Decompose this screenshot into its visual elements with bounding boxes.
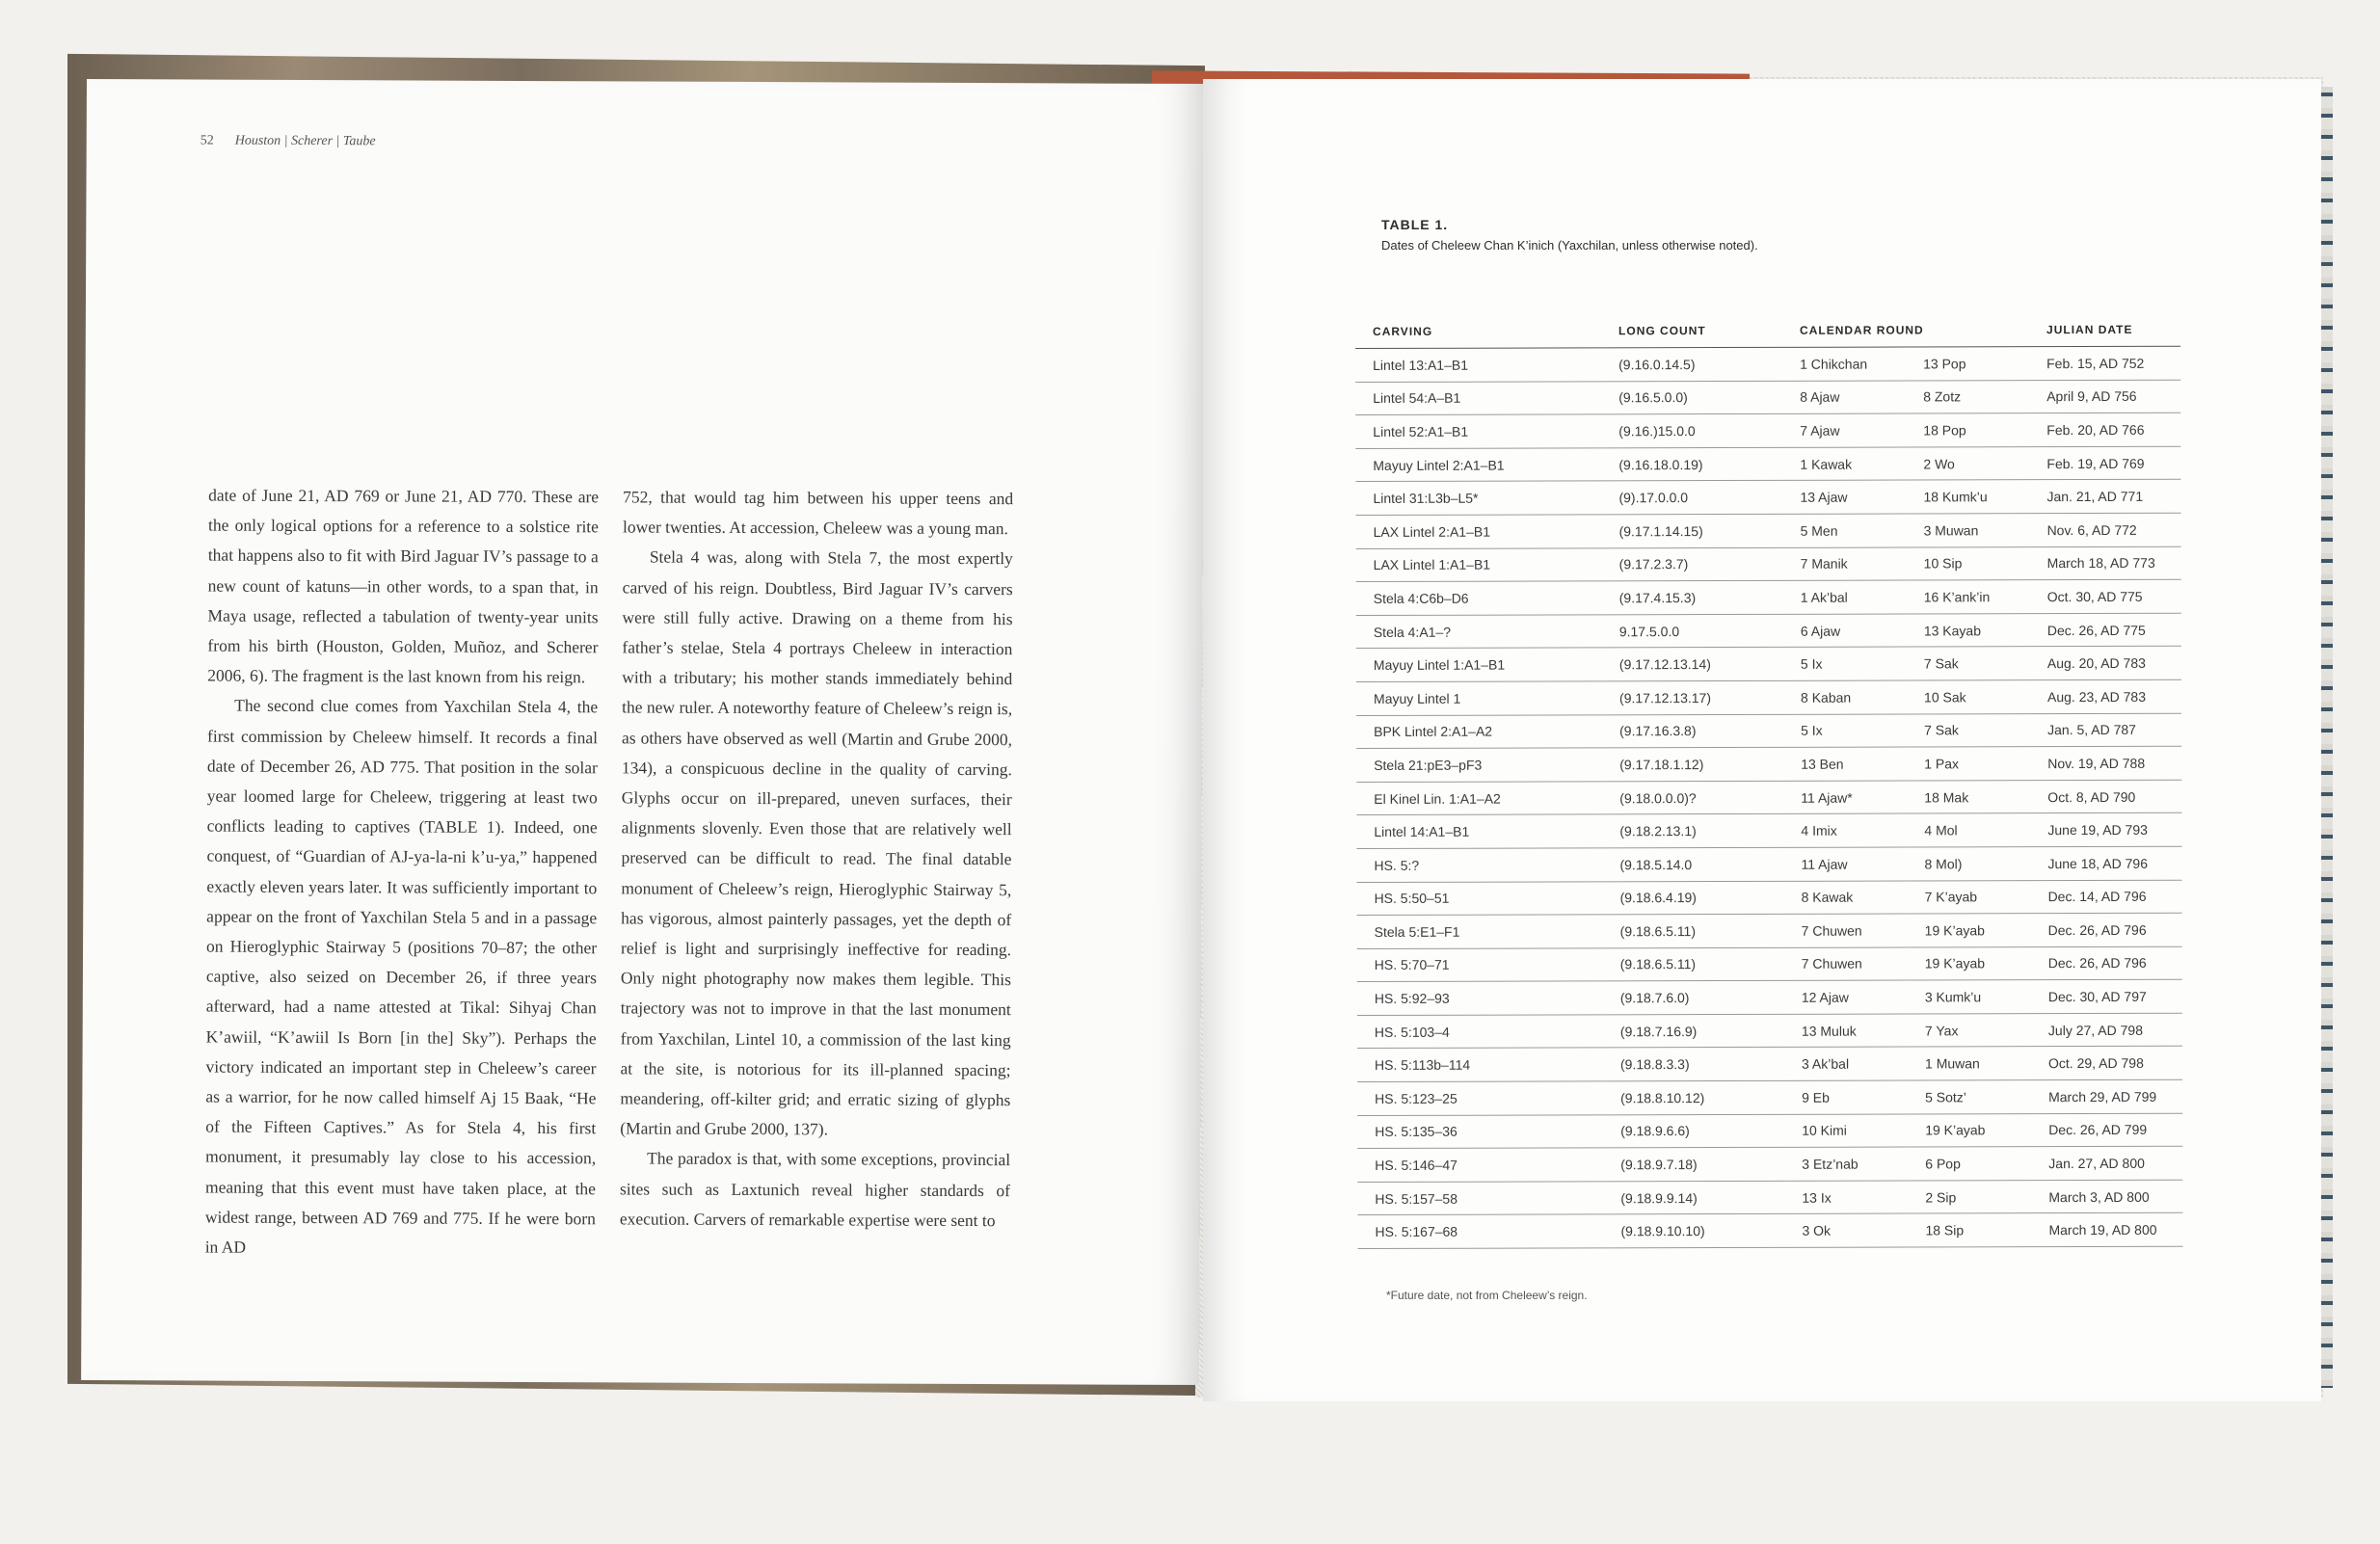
calendar-month-cell: 18 Kumk’u [1906,480,2029,514]
table-row [1357,880,2182,916]
long-count-cell: (9.18.9.10.10) [1603,1214,1784,1248]
header-carving: CARVING [1355,324,1601,348]
long-count-cell: (9.18.6.5.11) [1603,947,1784,981]
calendar-month-cell: 7 Yax [1908,1014,2031,1048]
carving-cell: Mayuy Lintel 1 [1356,681,1602,715]
column-2-paragraph: 752, that would tag him between his upper teens and lower twenties. At accession, Cheleew was a young man. [622,487,1014,539]
table-row [1355,413,2180,448]
table-row [1355,346,2180,382]
table-row [1357,913,2182,948]
carving-cell: Lintel 13:A1–B1 [1355,348,1601,382]
calendar-day-cell: 7 Chuwen [1784,947,1908,981]
carving-cell: HS. 5:? [1356,848,1602,882]
carving-cell: Stela 4:C6b–D6 [1356,581,1602,615]
julian-date-cell: Oct. 8, AD 790 [2030,780,2181,813]
table-row [1357,980,2182,1016]
calendar-day-cell: 1 Ak’bal [1783,580,1907,614]
table-row [1355,480,2180,516]
calendar-day-cell: 13 Ben [1783,747,1907,781]
long-count-cell: (9.17.4.15.3) [1602,580,1783,614]
long-count-cell: 9.17.5.0.0 [1602,614,1783,648]
carving-cell: HS. 5:113b–114 [1357,1048,1603,1081]
long-count-cell: (9.16.5.0.0) [1601,381,1782,414]
long-count-cell: (9.18.8.10.12) [1603,1080,1784,1114]
column-2-paragraph: The paradox is that, with some exceptions, provincial sites such as Laxtunich reveal higher standards of execution. Carvers of remarkable expertise were sent to [619,1149,1011,1230]
page-number: 52 [200,133,214,148]
long-count-cell: (9.16.)15.0.0 [1601,414,1782,448]
carving-cell: HS. 5:135–36 [1357,1114,1603,1148]
column-1-paragraph: date of June 21, AD 769 or June 21, AD 770. These are the only logical options for a reference to a solstice rite that happens also to fit with Bird Jaguar IV’s passage to a new count of katuns—in other words, to a span that, in Maya usage, reflected a tabulation of twenty-year units from his birth (Houston, Golden, Muñoz, and Scherer 2006, 6). The fragment is the last known from his reign. [207,485,600,687]
long-count-cell: (9).17.0.0.0 [1601,481,1782,515]
calendar-day-cell: 4 Imix [1783,813,1907,847]
calendar-month-cell: 6 Pop [1908,1147,2031,1181]
table-header-row [1355,323,2180,349]
calendar-day-cell: 13 Muluk [1784,1014,1908,1048]
long-count-cell: (9.18.6.4.19) [1603,881,1784,915]
calendar-month-cell: 18 Sip [1908,1213,2031,1247]
table-footnote: *Future date, not from Cheleew’s reign. [1386,1289,1588,1302]
table-row [1356,846,2181,882]
calendar-day-cell: 5 Ix [1783,714,1907,748]
column-1-paragraph: The second clue comes from Yaxchilan Stela 4, the first commission by Cheleew himself. It records a final date of December 26, AD 775. That position in the solar year loomed large for Cheleew, triggering at least two conflicts leading to captives (TABLE 1). Indeed, one conquest, of “Guardian of AJ-ya-la-ni k’u-ya,” happened exactly eleven years later. It was sufficiently important to appear on the front of Yaxchilan Stela 5 and in a passage on Hieroglyphic Stairway 5 (positions 70–87; the other captive, also seized on December 26, if three years afterward, had a name attested at Tikal: Sihyaj Chan K’awiil, “K’awiil Is Born [in the] Sky”). Perhaps the victory indicated an important step in Cheleew’s career as a warrior, for he now called himself Aj 15 Baak, “He of the Fifteen Captives.” As for Stela 4, his first monument, it presumably lay close to his accession, meaning that this event must have taken place, at the widest range, between AD 769 and 775. If he were born in AD [204,696,599,1257]
julian-date-cell: March 29, AD 799 [2031,1079,2182,1113]
julian-date-cell: Dec. 14, AD 796 [2031,880,2182,914]
table-caption-text: Dates of Cheleew Chan K’inich (Yaxchilan, unless otherwise noted). [1381,238,1758,253]
table-row [1357,1213,2182,1249]
julian-date-cell: Aug. 23, AD 783 [2030,679,2181,713]
column-2-paragraph: Stela 4 was, along with Stela 7, the most expertly carved of his reign. Doubtless, Bird Jaguar IV’s carvers were still fully active. Drawing on a theme from his father’s stelae, Stela 4 portrays Cheleew in interaction with a tributary; his mother stands immediately behind the new ruler. A noteworthy feature of Cheleew’s reign is, as others have observed as well (Martin and Grube 2000, 134), a conspicuous decline in the quality of carving. Glyphs occur on ill-prepared, uneven surfaces, their alignments slovenly. Even those that are relatively well preserved can be difficult to read. The final datable monument of Cheleew’s reign, Hieroglyphic Stairway 5, has vigorous, almost painterly passages, yet the depth of relief is light and surprisingly ineffective for reading. Only night photography now makes them legible. This trajectory was not to improve in that the last monument from Yaxchilan, Lintel 10, a commission of the last king at the site, is notorious for its ill-planned spacing; meandering, off-kilter grid; and erratic sizing of glyphs (Martin and Grube 2000, 137). [620,546,1013,1139]
calendar-day-cell: 7 Ajaw [1782,413,1906,447]
long-count-cell: (9.18.8.3.3) [1603,1048,1784,1081]
carving-cell: BPK Lintel 2:A1–A2 [1356,714,1602,748]
carving-cell: HS. 5:103–4 [1357,1015,1603,1049]
calendar-day-cell: 1 Kawak [1782,447,1906,481]
julian-date-cell: Nov. 6, AD 772 [2030,513,2181,546]
table-row [1357,1047,2182,1082]
long-count-cell: (9.18.7.16.9) [1603,1014,1784,1048]
julian-date-cell: Oct. 30, AD 775 [2030,579,2181,613]
calendar-day-cell: 7 Chuwen [1784,914,1908,947]
long-count-cell: (9.18.9.7.18) [1603,1148,1784,1182]
carving-cell: Lintel 54:A–B1 [1355,381,1601,414]
calendar-day-cell: 9 Eb [1784,1080,1908,1114]
table-caption [1381,217,1758,253]
julian-date-cell: Oct. 29, AD 798 [2031,1047,2182,1080]
header-calendar-round: CALENDAR ROUND [1782,323,2029,347]
carving-cell: Mayuy Lintel 1:A1–B1 [1356,648,1602,681]
julian-date-cell: Dec. 26, AD 775 [2030,613,2181,647]
table-row [1357,946,2182,982]
long-count-cell: (9.18.6.5.11) [1603,914,1784,947]
long-count-cell: (9.17.1.14.15) [1602,514,1783,547]
calendar-day-cell: 11 Ajaw* [1783,781,1907,814]
table-row [1356,780,2181,815]
calendar-month-cell: 19 K’ayab [1908,914,2031,947]
julian-date-cell: Dec. 26, AD 796 [2031,946,2182,980]
carving-cell: HS. 5:123–25 [1357,1081,1603,1115]
carving-cell: Lintel 52:A1–B1 [1355,414,1601,448]
long-count-cell: (9.17.12.13.17) [1602,680,1783,714]
julian-date-cell: April 9, AD 756 [2029,380,2180,413]
calendar-month-cell: 18 Pop [1906,413,2029,447]
dates-table [1355,323,2183,1249]
calendar-month-cell: 3 Muwan [1907,514,2030,547]
table-row [1356,579,2181,615]
calendar-month-cell: 18 Mak [1907,780,2030,813]
table-row [1355,446,2180,482]
calendar-day-cell: 1 Chikchan [1782,347,1906,381]
long-count-cell: (9.17.2.3.7) [1602,547,1783,581]
calendar-month-cell: 19 K’ayab [1908,1113,2031,1147]
long-count-cell: (9.18.9.9.14) [1603,1181,1784,1214]
table-row [1356,746,2181,782]
carving-cell: HS. 5:167–68 [1357,1214,1603,1248]
julian-date-cell: July 27, AD 798 [2031,1013,2182,1047]
carving-cell: Stela 21:pE3–pF3 [1356,748,1602,782]
table-row [1357,1079,2182,1115]
header-julian-date: JULIAN DATE [2029,323,2180,347]
table-row [1357,1013,2182,1049]
table-row [1356,813,2181,849]
julian-date-cell: Feb. 20, AD 766 [2029,413,2180,446]
julian-date-cell: Dec. 26, AD 796 [2031,913,2182,946]
calendar-month-cell: 4 Mol [1907,813,2030,847]
carving-cell: HS. 5:157–58 [1357,1182,1603,1215]
running-head [201,134,376,150]
calendar-day-cell: 8 Kaban [1783,680,1907,714]
table-row [1357,1147,2182,1183]
carving-cell: Stela 4:A1–? [1356,615,1602,649]
calendar-day-cell: 5 Men [1783,514,1907,547]
table-row [1355,380,2180,415]
carving-cell: HS. 5:50–51 [1357,881,1603,915]
calendar-month-cell: 5 Sotz’ [1908,1080,2031,1114]
running-head-authors: Houston | Scherer | Taube [234,133,376,149]
carving-cell: Mayuy Lintel 2:A1–B1 [1355,448,1601,482]
julian-date-cell: Aug. 20, AD 783 [2030,647,2181,680]
julian-date-cell: Jan. 27, AD 800 [2031,1147,2182,1181]
carving-cell: HS. 5:92–93 [1357,981,1603,1015]
calendar-day-cell: 13 Ajaw [1782,480,1906,514]
calendar-day-cell: 10 Kimi [1784,1114,1908,1148]
table-row [1356,647,2181,682]
calendar-month-cell: 7 Sak [1907,713,2030,747]
calendar-month-cell: 2 Sip [1908,1181,2031,1214]
calendar-month-cell: 3 Kumk’u [1908,980,2031,1014]
calendar-day-cell: 6 Ajaw [1783,614,1907,648]
long-count-cell: (9.18.0.0.0)? [1602,781,1783,814]
calendar-month-cell: 1 Pax [1907,747,2030,781]
julian-date-cell: Feb. 19, AD 769 [2029,446,2180,480]
calendar-month-cell: 1 Muwan [1908,1047,2031,1080]
julian-date-cell: Jan. 21, AD 771 [2029,480,2180,514]
long-count-cell: (9.18.7.6.0) [1603,981,1784,1015]
calendar-day-cell: 5 Ix [1783,647,1907,680]
table-row [1357,1180,2182,1215]
julian-date-cell: Dec. 26, AD 799 [2031,1113,2182,1147]
calendar-day-cell: 13 Ix [1784,1181,1908,1214]
long-count-cell: (9.18.5.14.0 [1602,847,1783,881]
table-row [1356,513,2181,548]
text-column-1 [205,481,600,1264]
calendar-month-cell: 7 Sak [1907,647,2030,680]
calendar-month-cell: 8 Mol) [1907,847,2030,881]
calendar-day-cell: 3 Etz’nab [1784,1147,1908,1181]
julian-date-cell: March 18, AD 773 [2030,546,2181,580]
calendar-month-cell: 13 Pop [1906,347,2029,381]
table-row [1356,713,2181,749]
carving-cell: El Kinel Lin. 1:A1–A2 [1356,782,1602,815]
julian-date-cell: Feb. 15, AD 752 [2029,346,2180,380]
calendar-month-cell: 10 Sip [1907,546,2030,580]
julian-date-cell: June 18, AD 796 [2030,846,2181,880]
calendar-month-cell: 7 K’ayab [1908,880,2031,914]
calendar-day-cell: 12 Ajaw [1784,980,1908,1014]
text-column-2 [620,482,1013,1236]
calendar-month-cell: 8 Zotz [1906,380,2029,413]
long-count-cell: (9.17.12.13.14) [1602,648,1783,681]
julian-date-cell: June 19, AD 793 [2030,813,2181,847]
calendar-month-cell: 10 Sak [1907,680,2030,714]
carving-cell: LAX Lintel 2:A1–B1 [1356,515,1602,548]
table-body [1355,346,2182,1248]
julian-date-cell: Dec. 30, AD 797 [2031,980,2182,1014]
julian-date-cell: March 3, AD 800 [2031,1180,2182,1213]
table-label: TABLE 1. [1381,217,1449,232]
table-row [1357,1113,2182,1149]
calendar-day-cell: 8 Kawak [1784,881,1908,915]
carving-cell: HS. 5:70–71 [1357,948,1603,982]
long-count-cell: (9.16.0.14.5) [1601,347,1782,381]
long-count-cell: (9.18.9.6.6) [1603,1114,1784,1148]
long-count-cell: (9.17.16.3.8) [1602,714,1783,748]
julian-date-cell: Jan. 5, AD 787 [2030,713,2181,747]
calendar-month-cell: 13 Kayab [1907,613,2030,647]
table-row [1356,546,2181,582]
calendar-day-cell: 11 Ajaw [1783,847,1907,881]
calendar-month-cell: 16 K’ank’in [1907,580,2030,614]
calendar-day-cell: 7 Manik [1783,547,1907,581]
table-row [1356,613,2181,649]
long-count-cell: (9.18.2.13.1) [1602,814,1783,848]
calendar-day-cell: 3 Ok [1784,1213,1908,1247]
julian-date-cell: Nov. 19, AD 788 [2030,746,2181,780]
carving-cell: LAX Lintel 1:A1–B1 [1356,547,1602,581]
carving-cell: Lintel 31:L3b–L5* [1355,481,1601,515]
calendar-day-cell: 3 Ak’bal [1784,1047,1908,1080]
right-page [1203,79,2321,1401]
long-count-cell: (9.17.18.1.12) [1602,747,1783,781]
julian-date-cell: March 19, AD 800 [2031,1213,2182,1247]
carving-cell: HS. 5:146–47 [1357,1148,1603,1182]
long-count-cell: (9.16.18.0.19) [1601,447,1782,481]
left-page [81,79,1205,1385]
calendar-month-cell: 19 K’ayab [1908,946,2031,980]
table-row [1356,679,2181,715]
header-long-count: LONG COUNT [1601,324,1782,348]
carving-cell: Stela 5:E1–F1 [1357,915,1603,948]
calendar-day-cell: 8 Ajaw [1782,381,1906,414]
carving-cell: Lintel 14:A1–B1 [1356,814,1602,848]
calendar-month-cell: 2 Wo [1906,446,2029,480]
